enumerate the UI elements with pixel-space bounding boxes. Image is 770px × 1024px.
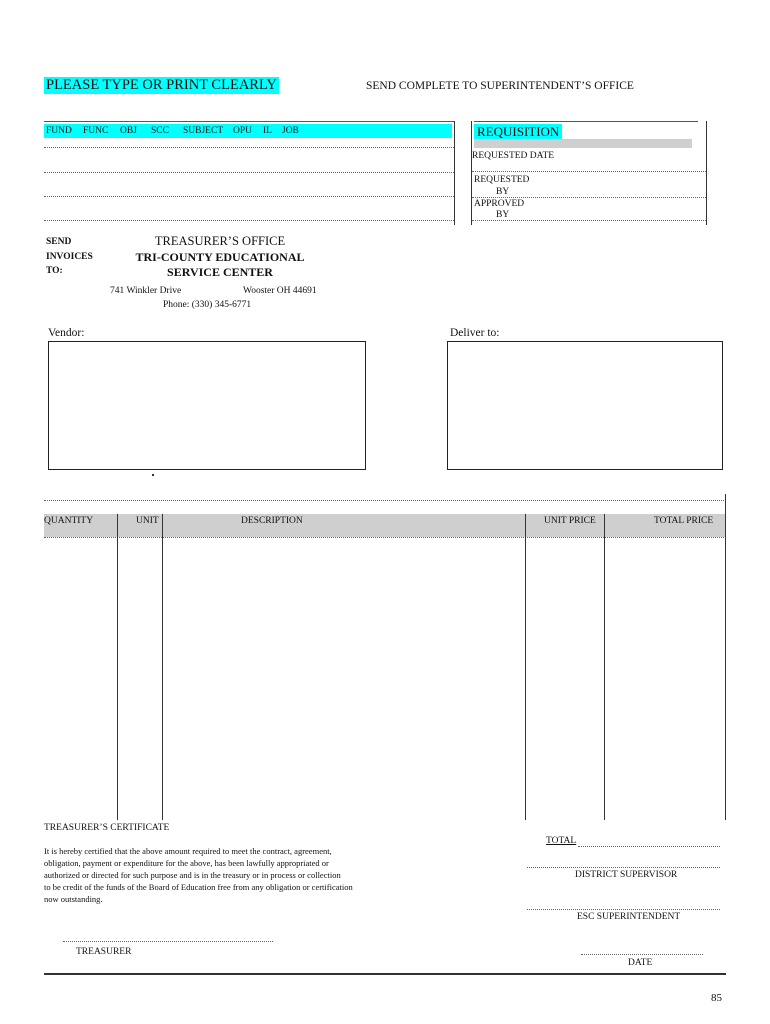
requisition-title: REQUISITION (474, 124, 562, 140)
send-label: SEND (46, 237, 72, 247)
requested-by-label: REQUESTED (474, 175, 530, 185)
date-label: DATE (628, 958, 653, 968)
requisition-gray-band (474, 139, 692, 148)
invoices-label: INVOICES (46, 252, 93, 262)
deliver-to-box[interactable] (447, 341, 723, 470)
column-description: DESCRIPTION (241, 516, 303, 526)
account-right-border (454, 121, 455, 225)
treasurer-label: TREASURER (76, 947, 132, 957)
account-line-3[interactable] (44, 196, 454, 197)
address-street: 741 Winkler Drive (110, 286, 182, 296)
requested-by-label-2: BY (496, 187, 510, 197)
org-name-line-2: SERVICE CENTER (167, 265, 273, 279)
requested-date-line[interactable] (472, 171, 706, 172)
vendor-box[interactable] (48, 341, 366, 470)
column-total-price: TOTAL PRICE (654, 516, 714, 526)
certificate-heading: TREASURER’S CERTIFICATE (44, 823, 170, 833)
account-code-obj: OBJ (120, 126, 137, 136)
requested-by-line[interactable] (472, 197, 706, 198)
district-supervisor-label: DISTRICT SUPERVISOR (575, 870, 678, 880)
account-code-scc: SCC (151, 126, 169, 136)
org-name-line-1: TRI-COUNTY EDUCATIONAL (135, 250, 305, 264)
district-supervisor-line[interactable] (527, 867, 720, 868)
approved-by-label: APPROVED (474, 199, 525, 209)
certificate-line-4: to be credit of the funds of the Board of Education free from any obligation or certification (44, 882, 353, 892)
account-code-subject: SUBJECT (183, 126, 224, 136)
total-label: TOTAL (546, 836, 577, 846)
send-complete-instruction: SEND COMPLETE TO SUPERINTENDENT’S OFFICE (366, 80, 634, 92)
account-line-1[interactable] (44, 147, 454, 148)
requested-date-label: REQUESTED DATE (472, 151, 555, 161)
column-unit-price: UNIT PRICE (544, 516, 596, 526)
total-line[interactable] (578, 846, 720, 847)
treasurer-office: TREASURER’S OFFICE (154, 234, 286, 248)
account-code-il: IL (263, 126, 272, 136)
items-table-right-border (725, 494, 726, 820)
vendor-label: Vendor: (48, 327, 85, 339)
certificate-line-3: authorized or directed for such purpose and is in the treasury or in process or collection (44, 870, 341, 880)
approved-by-line[interactable] (472, 220, 706, 221)
column-unit: UNIT (136, 516, 159, 526)
items-table-top-rule (44, 500, 726, 501)
column-quantity: QUANTITY (44, 516, 94, 526)
requisition-left-border (471, 121, 472, 225)
address-city: Wooster OH 44691 (243, 286, 317, 296)
certificate-line-1: It is hereby certified that the above amount required to meet the contract, agreement, (44, 846, 332, 856)
account-code-opu: OPU (233, 126, 253, 136)
requisition-right-border (706, 121, 707, 225)
to-label: TO: (46, 266, 63, 276)
esc-superintendent-label: ESC SUPERINTENDENT (577, 912, 681, 922)
deliver-to-label: Deliver to: (450, 327, 500, 339)
account-code-job: JOB (282, 126, 299, 136)
esc-superintendent-line[interactable] (527, 909, 720, 910)
top-rule-left (44, 121, 454, 122)
account-line-4[interactable] (44, 220, 454, 221)
account-line-2[interactable] (44, 172, 454, 173)
stray-dot (152, 474, 154, 476)
certificate-line-5: now outstanding. (44, 894, 103, 904)
page-number: 85 (711, 992, 722, 1004)
print-clearly-heading: PLEASE TYPE OR PRINT CLEARLY (46, 77, 277, 93)
top-rule-right (474, 121, 698, 122)
bottom-rule (44, 973, 726, 975)
treasurer-signature-line[interactable] (63, 941, 273, 942)
approved-by-label-2: BY (496, 210, 510, 220)
certificate-line-2: obligation, payment or expenditure for the above, has been lawfully appropriated or (44, 858, 329, 868)
phone-number: Phone: (330) 345-6771 (163, 300, 252, 310)
account-code-func: FUNC (83, 126, 109, 136)
date-line[interactable] (581, 954, 703, 955)
items-entry-area[interactable] (44, 537, 725, 820)
account-code-fund: FUND (46, 126, 72, 136)
